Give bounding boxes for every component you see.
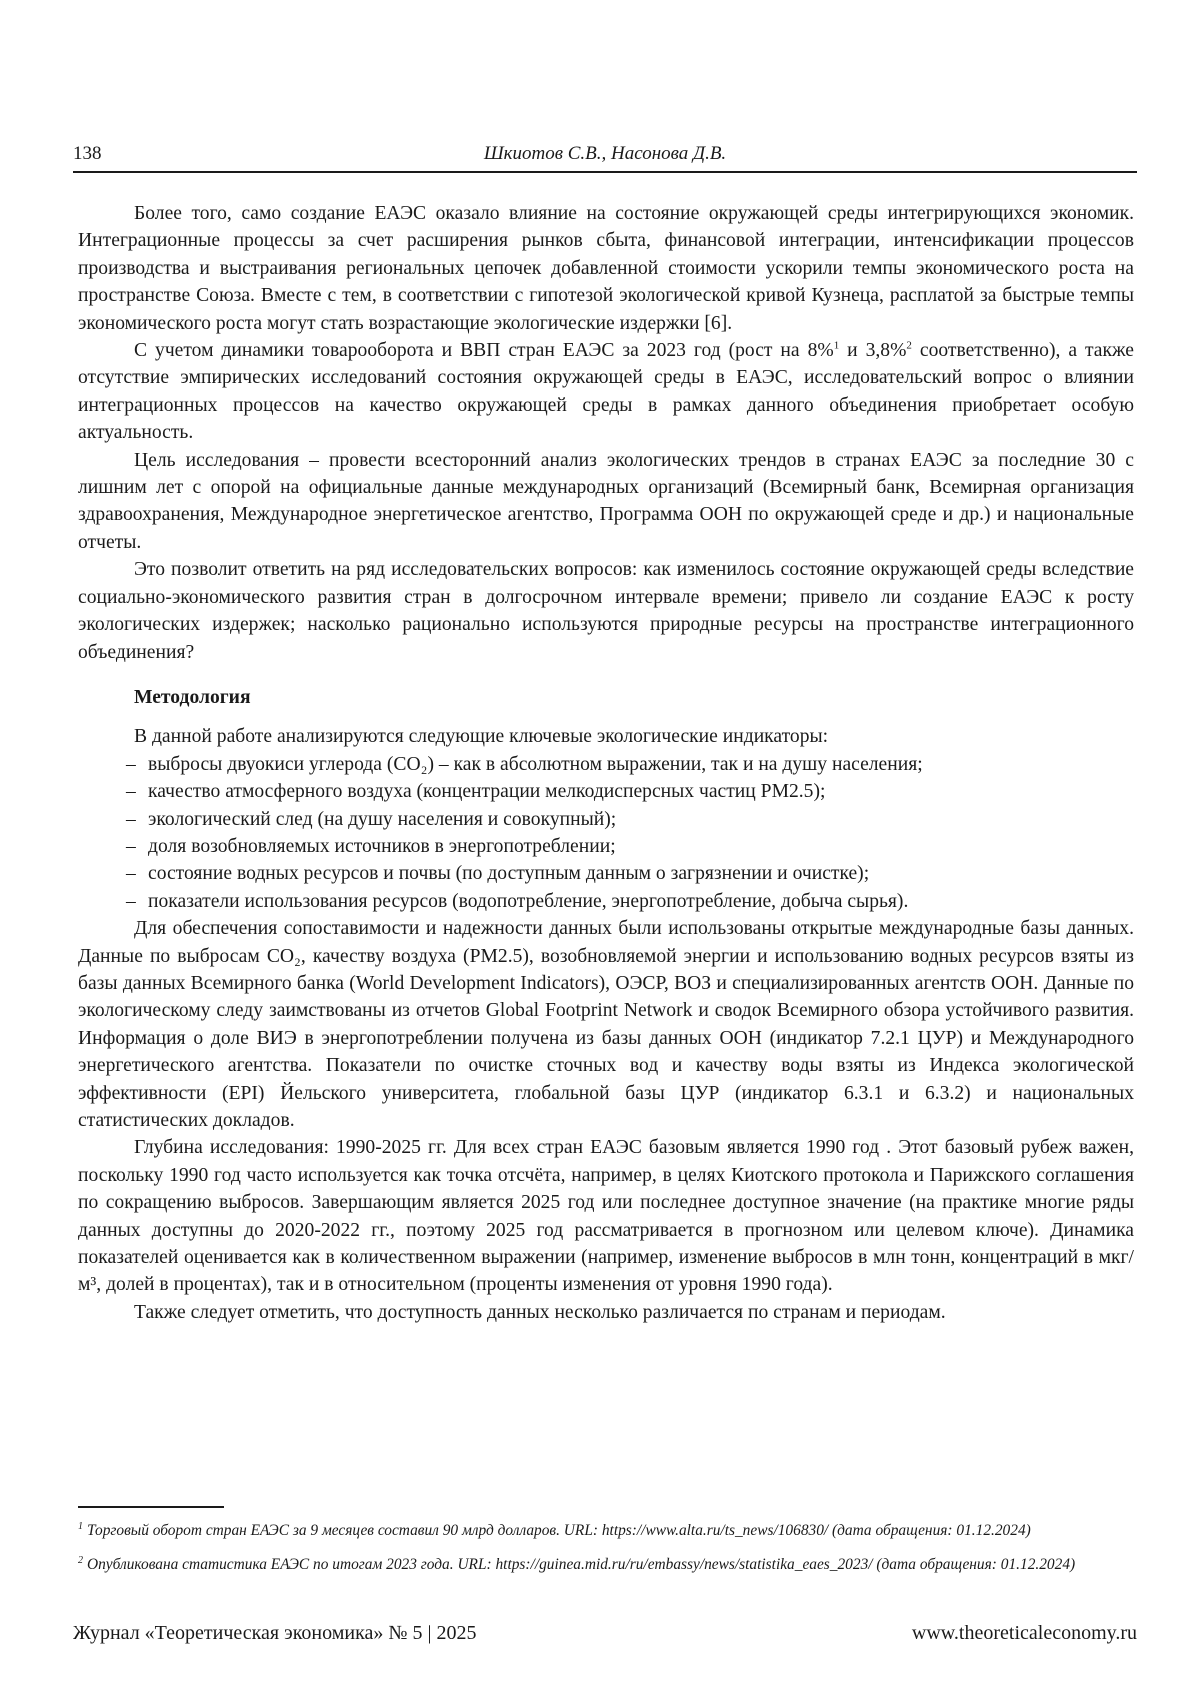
section-title-methodology: Методология	[134, 686, 251, 708]
paragraph-7: Также следует отметить, что доступность данных несколько различается по странам и периодам.	[134, 1301, 946, 1323]
paragraph-4: Это позволит ответить на ряд исследовательских вопросов: как изменилось состояние окружающей среды вследствие социально-экономического развития стран в долгосрочном интервале времени; привело ли создание ЕАЭС к росту экологических издержек; насколько рационально используются природные ресурсы на пространстве интеграционного объединения?	[78, 559, 1134, 663]
paragraph-6: Глубина исследования: 1990-2025 гг. Для всех стран ЕАЭС базовым является 1990 год . Этот базовый рубеж важен, поскольку 1990 год часто используется как точка отсчёта, например, в целях Киотского протокола и Парижского соглашения по сокращению выбросов. Завершающим является 2025 год или последнее доступное значение (на практике многие ряды данных доступны до 2020-2022 гг., поэтому 2025 год рассматривается в прогнозном или целевом ключе). Динамика показателей оценивается как в количественном выражении (например, изменение выбросов в млн тонн, концентраций в мкг/м³, долей в процентах), так и в относительном (проценты изменения от уровня 1990 года).	[78, 1137, 1134, 1296]
footnotes	[78, 1516, 1134, 1584]
paragraph-2-part-b: и 3,8%	[839, 340, 907, 362]
paragraph-3: Цель исследования – провести всесторонний анализ экологических трендов в странах ЕАЭС за последние 30 с лишним лет с опорой на официальные данные международных организаций (Всемирный банк, Всемирная организация здравоохранения, Международное энергетическое агентство, Программа ООН по окружающей среде и др.) и национальные отчеты.	[78, 449, 1134, 553]
list-item	[126, 888, 1134, 915]
footnote-2	[78, 1550, 1134, 1576]
footer-journal: Журнал «Теоретическая экономика» № 5 | 2025	[73, 1622, 477, 1644]
list-item	[126, 833, 1134, 860]
list-item	[126, 806, 1134, 833]
list-dash: –	[126, 753, 136, 775]
footnote-text: Опубликована статистика ЕАЭС по итогам 2023 года. URL: https://guinea.mid.ru/ru/embassy/news/statistika_eaes_2023/ (дата обращения: 01.12.2024)	[87, 1556, 1076, 1574]
list-item	[126, 778, 1134, 805]
footnote-mark: 2	[78, 1555, 83, 1567]
list-dash: –	[126, 835, 136, 857]
list-item-text: состояние водных ресурсов и почвы (по доступным данным о загрязнении и очистке);	[148, 863, 870, 885]
footnote-1	[78, 1516, 1134, 1542]
footer-url[interactable]: www.theoreticaleconomy.ru	[911, 1622, 1137, 1644]
list-dash: –	[126, 890, 136, 912]
paragraph-2-part-a: С учетом динамики товарооборота и ВВП стран ЕАЭС за 2023 год (рост на 8%	[134, 340, 834, 362]
footnote-ref-2[interactable]: 2	[906, 339, 912, 352]
footnote-divider	[78, 1506, 224, 1508]
paragraph-5: Для обеспечения сопоставимости и надежности данных были использованы открытые международные базы данных. Данные по выбросам CO₂, качеству воздуха (PM2.5), возобновляемой энергии и использованию водных ресурсов взяты из базы данных Всемирного банка (World Development Indicators), ОЭСР, ВОЗ и специализированных агентств ООН. Данные по экологическому следу заимствованы из отчетов Global Footprint Network и сводок Всемирного обзора устойчивого развития. Информация о доле ВИЭ в энергопотреблении получена из базы данных ООН (индикатор 7.2.1 ЦУР) и Международного энергетического агентства. Показатели по очистке сточных вод и качеству воды взяты из Индекса экологической эффективности (EPI) Йельского университета, глобальной базы ЦУР (индикатор 6.3.1 и 6.3.2) и национальных статистических докладов.	[78, 918, 1134, 1131]
list-item-text: выбросы двуокиси углерода (CO₂) – как в абсолютном выражении, так и на душу населения;	[148, 753, 923, 775]
list-item-text: экологический след (на душу населения и совокупный);	[148, 808, 617, 830]
footnote-ref-1[interactable]: 1	[833, 339, 840, 352]
list-item	[126, 751, 1134, 778]
paragraph-2-part-c: соответственно), а также отсутствие эмпирических исследований состояния окружающей среды в ЕАЭС, исследовательский вопрос о влиянии интеграционных процессов на качество окружающей среды в рамках данного объединения приобретает особую актуальность.	[78, 340, 1134, 444]
list-item-text: качество атмосферного воздуха (концентрации мелкодисперсных частиц PM2.5);	[148, 781, 826, 803]
list-intro: В данной работе анализируются следующие ключевые экологические индикаторы:	[134, 726, 829, 748]
page-header	[73, 143, 1137, 173]
list-dash: –	[126, 863, 136, 885]
header-authors: Шкиотов С.В., Насонова Д.В.	[483, 143, 727, 164]
footnote-mark: 1	[78, 1521, 83, 1532]
list-item	[126, 860, 1134, 887]
paragraph-1: Более того, само создание ЕАЭС оказало влияние на состояние окружающей среды интегрирующихся экономик. Интеграционные процессы за счет расширения рынков сбыта, финансовой интеграции, интенсификации процессов производства и выстраивания региональных цепочек добавленной стоимости ускорили темпы экономического роста на пространстве Союза. Вместе с тем, в соответствии с гипотезой экологической кривой Кузнеца, расплатой за быстрые темпы экономического роста могут стать возрастающие экологические издержки [6].	[78, 203, 1134, 334]
article-body	[78, 200, 1134, 1326]
list-item-text: показатели использования ресурсов (водопотребление, энергопотребление, добыча сырья).	[148, 890, 909, 912]
indicator-list	[78, 751, 1134, 915]
paragraph-2	[78, 337, 1134, 447]
list-dash: –	[126, 781, 136, 803]
footnote-text: Торговый оборот стран ЕАЭС за 9 месяцев составил 90 млрд долларов. URL: https://www.alta.ru/ts_news/106830/ (дата обращения: 01.12.2024)	[87, 1522, 1031, 1540]
list-item-text: доля возобновляемых источников в энергопотреблении;	[148, 835, 616, 857]
list-dash: –	[126, 808, 136, 830]
page-number: 138	[73, 143, 102, 164]
